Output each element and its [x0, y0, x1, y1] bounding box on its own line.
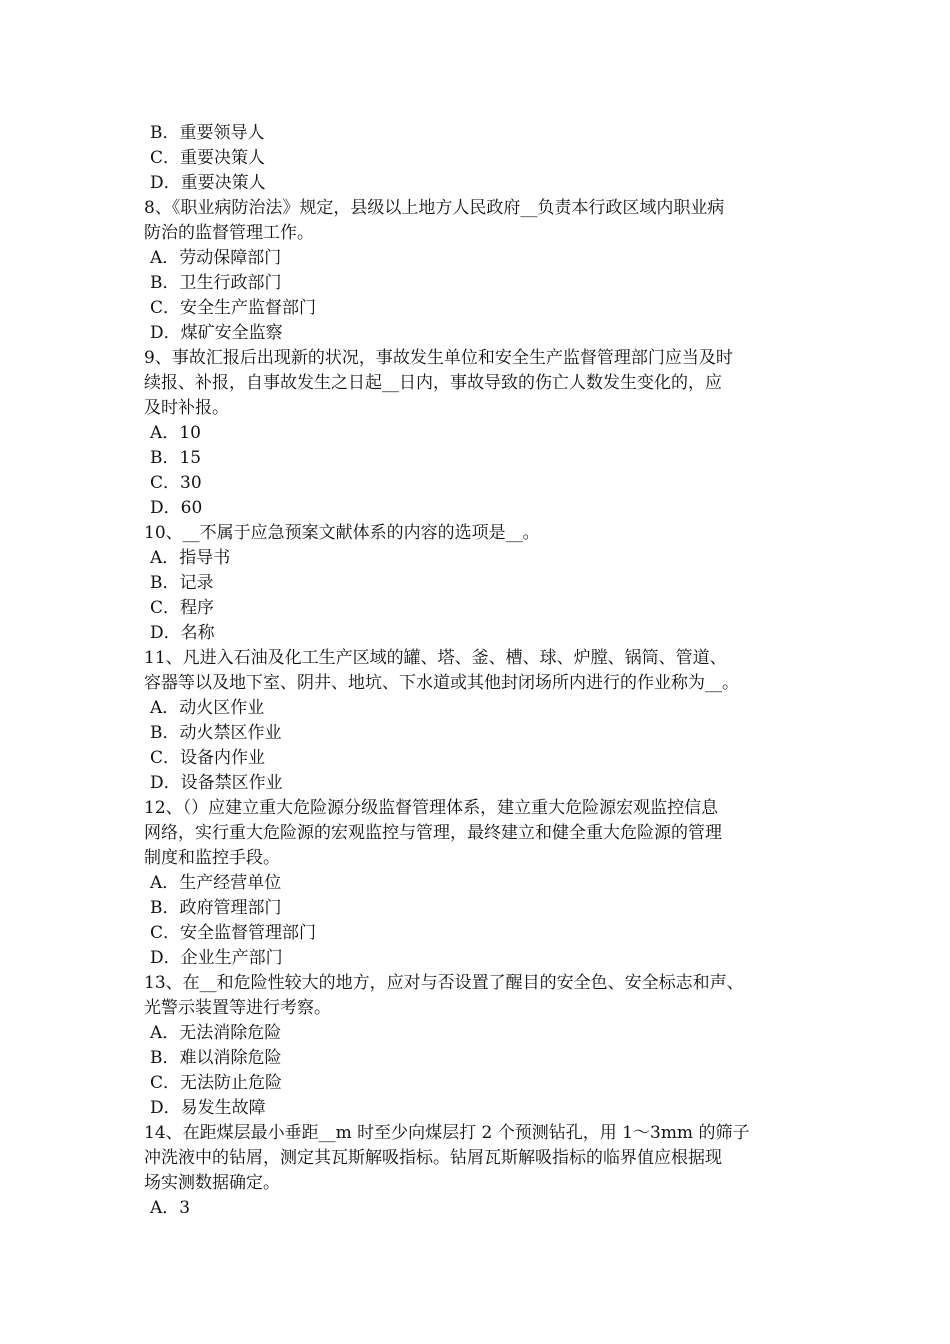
question-text — [144, 1121, 814, 1196]
answer-option: D．企业生产部门 — [150, 948, 283, 968]
document-page — [144, 121, 814, 1221]
answer-option: C．安全生产监督部门 — [150, 298, 317, 318]
question-line: 11、凡进入石油及化工生产区域的罐、塔、釜、槽、球、炉膛、锅筒、管道、 — [144, 648, 727, 668]
answer-option: A．动火区作业 — [150, 698, 265, 718]
answer-option: A．3 — [150, 1198, 191, 1218]
answer-option: C．安全监督管理部门 — [150, 923, 317, 943]
answer-option: B．动火禁区作业 — [150, 723, 282, 743]
answer-option: D．重要决策人 — [150, 173, 266, 193]
question-line: 容器等以及地下室、阴井、地坑、下水道或其他封闭场所内进行的作业称为__。 — [144, 673, 739, 693]
question-line: 13、在__和危险性较大的地方，应对与否设置了醒目的安全色、安全标志和声、 — [144, 973, 744, 993]
answer-option: C．设备内作业 — [150, 748, 266, 768]
question-line: 10、__不属于应急预案文献体系的内容的选项是__。 — [144, 523, 540, 543]
answer-option: C．30 — [150, 473, 202, 493]
answer-option: D．设备禁区作业 — [150, 773, 283, 793]
question-line: 网络，实行重大危险源的宏观监控与管理，最终建立和健全重大危险源的管理 — [144, 823, 722, 843]
question-text — [144, 196, 814, 246]
question-line: 续报、补报，自事故发生之日起__日内，事故导致的伤亡人数发生变化的，应 — [144, 373, 722, 393]
question-line: 14、在距煤层最小垂距__m 时至少向煤层打 2 个预测钻孔，用 1～3mm 的筛子 — [144, 1123, 750, 1143]
question-line: 光警示装置等进行考察。 — [144, 998, 331, 1018]
answer-option: A．指导书 — [150, 548, 231, 568]
question-line: 冲洗液中的钻屑，测定其瓦斯解吸指标。钻屑瓦斯解吸指标的临界值应根据现 — [144, 1148, 722, 1168]
answer-option: C．程序 — [150, 598, 215, 618]
answer-option: B．重要领导人 — [150, 123, 265, 143]
question-line: 12、（）应建立重大危险源分级监督管理体系，建立重大危险源宏观监控信息 — [144, 798, 719, 818]
question-line: 9、事故汇报后出现新的状况，事故发生单位和安全生产监督管理部门应当及时 — [144, 348, 733, 368]
answer-option: A．劳动保障部门 — [150, 248, 282, 268]
answer-option: D．60 — [150, 498, 203, 518]
question-text — [144, 346, 814, 421]
answer-option: A．10 — [150, 423, 201, 443]
question-line: 8、《职业病防治法》规定，县级以上地方人民政府__负责本行政区域内职业病 — [144, 198, 725, 218]
answer-option: D．煤矿安全监察 — [150, 323, 283, 343]
answer-option: B．卫生行政部门 — [150, 273, 282, 293]
answer-option: A．生产经营单位 — [150, 873, 282, 893]
answer-option: C．重要决策人 — [150, 148, 266, 168]
question-line: 制度和监控手段。 — [144, 848, 280, 868]
question-line: 场实测数据确定。 — [144, 1173, 280, 1193]
answer-option: D．名称 — [150, 623, 215, 643]
answer-option: B．15 — [150, 448, 202, 468]
answer-option: B．难以消除危险 — [150, 1048, 282, 1068]
answer-option: C．无法防止危险 — [150, 1073, 283, 1093]
answer-option: B．记录 — [150, 573, 214, 593]
answer-option: B．政府管理部门 — [150, 898, 282, 918]
question-line: 防治的监督管理工作。 — [144, 223, 314, 243]
answer-option: D．易发生故障 — [150, 1098, 266, 1118]
question-text — [144, 796, 814, 871]
question-text — [144, 646, 814, 696]
answer-option: A．无法消除危险 — [150, 1023, 282, 1043]
question-text — [144, 971, 814, 1021]
question-line: 及时补报。 — [144, 398, 229, 418]
question-text — [144, 521, 814, 546]
